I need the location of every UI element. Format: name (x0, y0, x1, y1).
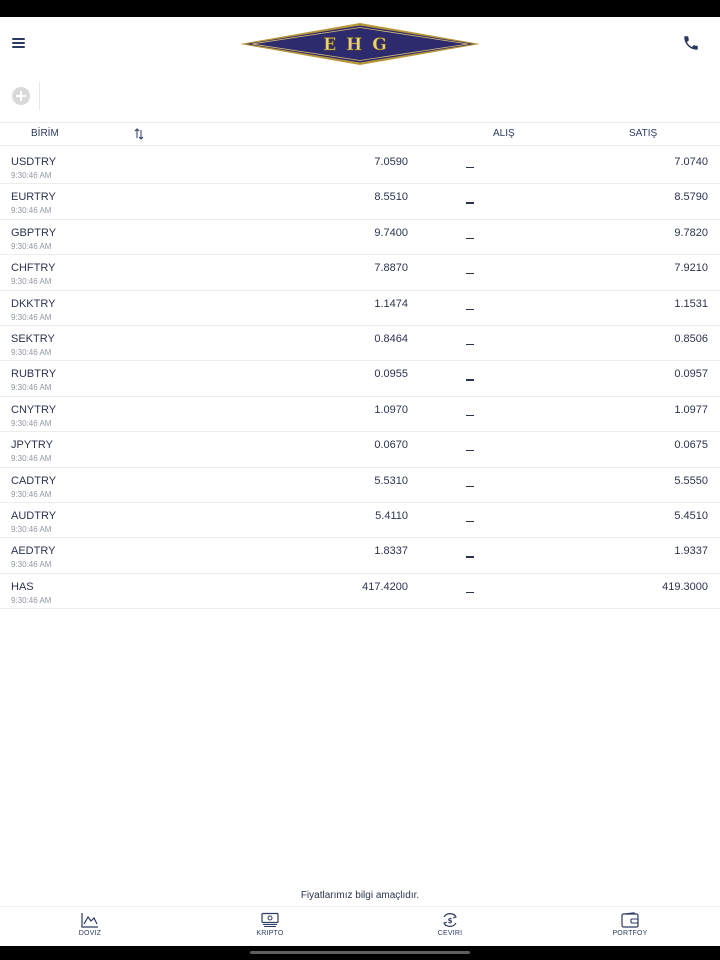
table-row[interactable] (0, 184, 720, 219)
chart-icon (81, 912, 99, 928)
row-sell-price: 9.7820 (674, 226, 708, 239)
table-row[interactable] (0, 397, 720, 432)
row-symbol: AEDTRY (11, 545, 56, 558)
add-circle-icon[interactable] (12, 87, 30, 105)
tab-portfoy[interactable] (590, 912, 670, 937)
wallet-icon (621, 912, 639, 928)
row-symbol: EURTRY (11, 191, 56, 204)
tab-kripto[interactable] (230, 912, 310, 937)
row-sell-price: 8.5790 (674, 191, 708, 204)
row-buy-price: 5.5310 (374, 474, 408, 487)
tab-label: DOVIZ (78, 930, 102, 937)
row-sell-price: 7.9210 (674, 262, 708, 275)
currency-list (0, 149, 720, 609)
table-row[interactable] (0, 220, 720, 255)
row-sell-price: 419.3000 (662, 580, 708, 593)
row-time: 9:30:46 AM (11, 454, 52, 464)
change-indicator (466, 309, 474, 310)
table-row[interactable] (0, 291, 720, 326)
tab-label: KRIPTO (256, 930, 284, 937)
row-symbol: CNYTRY (11, 403, 57, 416)
bottom-tab-bar (0, 906, 720, 947)
tab-label: CEVIRI (437, 930, 463, 937)
ehg-logo (240, 23, 480, 65)
table-row[interactable] (0, 255, 720, 290)
change-indicator (466, 238, 474, 239)
column-header-sell: SATIŞ (629, 128, 658, 139)
row-buy-price: 417.4200 (362, 580, 408, 593)
row-time: 9:30:46 AM (11, 241, 52, 251)
table-header (0, 122, 720, 146)
row-buy-price: 1.0970 (374, 403, 408, 416)
row-time: 9:30:46 AM (11, 312, 52, 322)
change-indicator (466, 344, 474, 345)
divider (39, 82, 40, 110)
menu-icon (12, 38, 25, 40)
row-sell-price: 1.1531 (674, 297, 708, 310)
change-indicator (466, 486, 474, 487)
row-symbol: GBPTRY (11, 226, 57, 239)
row-time: 9:30:46 AM (11, 171, 52, 180)
row-buy-price: 7.8870 (374, 262, 408, 275)
table-row[interactable] (0, 538, 720, 573)
row-sell-price: 7.0740 (674, 156, 708, 168)
row-sell-price: 5.4510 (674, 509, 708, 522)
row-time: 9:30:46 AM (11, 347, 52, 357)
row-time: 9:30:46 AM (11, 595, 52, 605)
row-sell-price: 0.8506 (674, 332, 708, 345)
tab-doviz[interactable] (50, 912, 130, 937)
change-indicator (466, 273, 474, 274)
svg-text:EHG: EHG (323, 35, 397, 55)
home-indicator (250, 951, 470, 954)
change-indicator (466, 521, 474, 522)
table-row[interactable] (0, 503, 720, 538)
phone-button[interactable] (682, 34, 700, 52)
row-symbol: CADTRY (11, 474, 57, 487)
row-sell-price: 1.0977 (674, 403, 708, 416)
table-row[interactable] (0, 432, 720, 467)
change-indicator (466, 379, 474, 380)
row-buy-price: 0.0955 (374, 368, 408, 381)
tab-label: PORTFOY (612, 930, 648, 937)
row-time: 9:30:46 AM (11, 383, 52, 393)
row-symbol: RUBTRY (11, 368, 57, 381)
table-row[interactable] (0, 574, 720, 609)
row-buy-price: 7.0590 (374, 156, 408, 168)
change-indicator (466, 415, 474, 416)
add-toolbar (0, 80, 720, 114)
row-symbol: USDTRY (11, 156, 57, 168)
row-symbol: HAS (11, 580, 34, 593)
row-symbol: AUDTRY (11, 509, 57, 522)
row-buy-price: 1.1474 (374, 297, 408, 310)
svg-text:$: $ (447, 917, 453, 925)
sort-icon[interactable] (134, 128, 144, 140)
row-buy-price: 1.8337 (374, 545, 408, 558)
row-sell-price: 1.9337 (674, 545, 708, 558)
column-header-unit: BİRİM (31, 128, 59, 139)
change-indicator (466, 556, 474, 557)
table-row[interactable] (0, 149, 720, 184)
row-buy-price: 0.8464 (374, 332, 408, 345)
tab-ceviri[interactable] (410, 912, 490, 937)
row-sell-price: 5.5550 (674, 474, 708, 487)
row-symbol: CHFTRY (11, 262, 56, 275)
change-indicator (466, 167, 474, 168)
row-symbol: SEKTRY (11, 332, 55, 345)
menu-button[interactable] (11, 35, 29, 49)
app-header (0, 17, 720, 71)
table-row[interactable] (0, 326, 720, 361)
table-row[interactable] (0, 361, 720, 396)
row-symbol: JPYTRY (11, 439, 53, 452)
status-bar (0, 0, 720, 17)
row-time: 9:30:46 AM (11, 489, 52, 499)
row-time: 9:30:46 AM (11, 418, 52, 428)
currency-exchange-icon (441, 912, 459, 928)
row-buy-price: 0.0670 (374, 439, 408, 452)
row-time: 9:30:46 AM (11, 277, 52, 287)
row-sell-price: 0.0675 (674, 439, 708, 452)
row-buy-price: 9.7400 (374, 226, 408, 239)
row-buy-price: 8.5510 (374, 191, 408, 204)
row-time: 9:30:46 AM (11, 524, 52, 534)
money-stack-icon (261, 912, 279, 928)
row-time: 9:30:46 AM (11, 206, 52, 216)
change-indicator (466, 450, 474, 451)
row-sell-price: 0.0957 (674, 368, 708, 381)
row-time: 9:30:46 AM (11, 560, 52, 570)
home-indicator-area (0, 946, 720, 960)
disclaimer-text: Fiyatlarımız bilgi amaçlıdır. (300, 890, 420, 901)
change-indicator (466, 202, 474, 203)
phone-icon (682, 34, 700, 52)
column-header-buy: ALIŞ (493, 128, 515, 139)
menu-icon-line (12, 46, 25, 48)
menu-icon-line (12, 42, 25, 44)
row-symbol: DKKTRY (11, 297, 56, 310)
change-indicator (466, 592, 474, 593)
row-buy-price: 5.4110 (375, 509, 408, 522)
table-row[interactable] (0, 468, 720, 503)
